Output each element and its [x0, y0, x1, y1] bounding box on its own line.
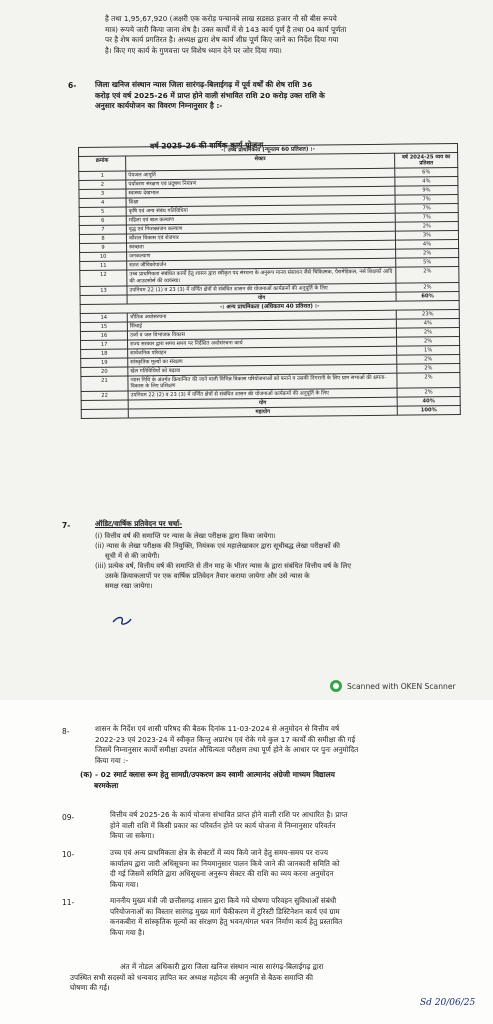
- high-total-value: 60%: [396, 291, 459, 301]
- item-11-line: किया गया है।: [110, 927, 145, 937]
- annual-plan-table: [78, 143, 461, 419]
- closing-paragraph: [70, 962, 475, 994]
- row-sector: महिला एवं बाल कल्याण: [126, 214, 395, 226]
- row-percent: 5%: [396, 258, 459, 268]
- item-10-text: [110, 848, 475, 890]
- row-serial: 18: [81, 349, 128, 358]
- row-serial: 4: [79, 198, 126, 207]
- item-6-line: जिला खनिज संस्थान न्यास जिला सारंगढ़-बिलाईगढ़ में पूर्व वर्षों की शेष राशि 36: [95, 80, 313, 89]
- other-total-value: 40%: [397, 397, 460, 407]
- item-8a-line: बरमकेला: [94, 780, 119, 790]
- row-percent: 7%: [395, 195, 458, 205]
- row-percent: 2%: [397, 388, 460, 398]
- row-percent: 2%: [397, 372, 460, 388]
- closing-line: अंत में नोडल अधिकारी द्वारा जिला खनिज संस्थान न्यास सारंगढ़-बिलाईगढ़ द्वारा: [120, 962, 324, 971]
- row-sector: उपनियम 22 (2) व 23 (3) में वर्णित क्षेत्रों से संबंधित शासन की योजनाओं कार्यक्रमों की अनुपूर्ति के लिए: [128, 388, 397, 400]
- row-serial: 16: [80, 331, 127, 340]
- item-6-text: [95, 80, 465, 112]
- row-serial: 15: [80, 322, 127, 331]
- item-11-text: [110, 896, 475, 938]
- row-percent: 23%: [396, 309, 459, 319]
- other-priority-rows: [80, 309, 460, 400]
- item-7-point: सूची में से की जायेगी।: [105, 552, 160, 560]
- other-total-label: योग: [128, 397, 397, 409]
- item-9-line: होने वाली राशि में किसी प्रकार का परिवर्तन होने पर कार्य योजना में निम्नानुसार परिवर्तन: [110, 820, 336, 830]
- item-6-line: अनुसार कार्ययोजन का विवरण निम्नानुसार है :-: [95, 101, 223, 110]
- row-sector: सांस्कृतिक मूल्यों का संरक्षण: [128, 355, 397, 367]
- item-9-text: [110, 810, 475, 842]
- row-serial: 12: [80, 270, 127, 286]
- col-header-serial: क्रमांक: [79, 156, 126, 172]
- item-8-line: किया गया :-: [95, 755, 129, 765]
- grand-total-label: महायोग: [128, 406, 397, 418]
- item-7-point: (i) वित्तीय वर्ष की समाप्ति पर न्यास के लेखा परीक्षक द्वारा किया जायेगा।: [95, 532, 276, 540]
- row-serial: 5: [79, 207, 126, 216]
- row-percent: 2%: [396, 327, 459, 337]
- row-serial: 9: [80, 243, 127, 252]
- row-sector: स्वास्थ्य देखभाल: [126, 187, 395, 199]
- handwritten-mark: [110, 612, 134, 628]
- row-serial: 11: [80, 261, 127, 270]
- high-priority-rows: [79, 168, 459, 295]
- item-7-number: 7-: [62, 521, 71, 530]
- item-6-line: करोड़ एवं वर्ष 2025-26 में प्राप्त होने वाली संभावित राशि 20 करोड़ उक्त राशि के: [95, 90, 325, 100]
- closing-line: घोषणा की गई।: [70, 983, 110, 992]
- high-total-label: योग: [127, 292, 396, 304]
- row-percent: 6%: [395, 168, 458, 178]
- intro-line: पर है शेष कार्य प्रगतिरत है। अध्यक्ष द्वारा शेष कार्य शीघ्र पूर्ण किए जाने का निर्देश दिया गया: [105, 35, 339, 44]
- row-sector: पेयजल आपूर्ति: [126, 169, 395, 181]
- row-serial: 20: [81, 367, 128, 376]
- intro-line: है। किए गए कार्य के गुणवत्ता पर विशेष ध्यान देने पर जोर दिया गया।: [105, 45, 282, 55]
- item-7-point: (ii) न्यास के लेखा परीक्षक की नियुक्ति, नियंत्रक एवं महालेखाकार द्वारा सूचीबद्ध लेखा परीक्षकों की: [95, 542, 340, 550]
- item-8-line: शासन के निर्देश एवं शासी परिषद की बैठक दिनांक 11-03-2024 से अनुमोदन से वित्तीय वर्ष: [95, 724, 340, 733]
- row-serial: 14: [80, 313, 127, 322]
- row-sector: पर्यावरण संरक्षण एवं प्रदूषण नियंत्रण: [126, 178, 395, 190]
- row-serial: 17: [81, 340, 128, 349]
- row-percent: 1%: [397, 345, 460, 355]
- item-8-number: 8-: [62, 727, 70, 736]
- row-sector: खेल गतिविधियों को बढ़ावा: [128, 364, 397, 376]
- item-6-number: 6-: [68, 81, 77, 90]
- total-cell-empty: [81, 409, 128, 418]
- scanned-page-2: [0, 700, 493, 1024]
- row-percent: 4%: [395, 177, 458, 187]
- row-sector: न्यास निधि के अंतर्गत क्रियान्वित की जाने वाली विभिन्न विकास परियोजनाओं को बनाने व उसकी निगरानी के लिए ग्राम सभाओं की क्षमता-विकास के लिए प्रशिक्षण: [128, 373, 397, 391]
- item-7-point: उसके क्रियाकलापों पर एक वार्षिक प्रतिवेदन तैयार कराया जायेगा और उसे न्यास के: [105, 572, 310, 580]
- row-serial: 2: [79, 180, 126, 189]
- row-sector: वृद्ध एवं निःशक्तजन कल्याण: [126, 223, 395, 235]
- row-percent: 2%: [396, 267, 459, 283]
- table-title: वर्ष 2025-26 की वार्षिक कार्य योजना: [149, 140, 264, 151]
- item-9-line: वित्तीय वर्ष 2025-26 के कार्य योजना संभावित प्राप्त होने वाली राशि पर आधारित है। प्राप्त: [110, 810, 348, 819]
- row-percent: 7%: [395, 213, 458, 223]
- row-sector: राज्य सरकार द्वारा समय समय पर निर्देशित अधोसंरचना कार्य: [128, 337, 397, 349]
- col-header-percent: वर्ष 2024-25 व्यय का प्रतिशत: [395, 153, 458, 169]
- intro-paragraph: [105, 14, 455, 56]
- row-serial: 22: [81, 391, 128, 400]
- item-8-line: 2022-23 एवं 2023-24 में स्वीकृत किन्तु अप्रारंभ एवं रोके गये कुल 17 कार्यों की समीक्षा की गई: [95, 734, 356, 744]
- row-percent: 2%: [395, 222, 458, 232]
- row-sector: उच्च प्राथमिकता संबंधित कार्यो हेतु शासन द्वारा स्वीकृत पद संरचना के अनुरूप मानव संसाधन जैसे चिकित्सक, पैरामेडिकल, नर्स शिक्षकों आदि की आउटसोर्स की व्यवस्था।: [127, 268, 396, 286]
- item-7-points: [95, 531, 465, 591]
- row-percent: 9%: [395, 186, 458, 196]
- item-8-line: जिसमें निम्नानुसार कार्यों समीक्षा उपरांत औचित्यता परीक्षण तथा पूर्ण होने के आधार पर पुनः अनुमोदित: [95, 745, 359, 754]
- row-sector: सार्वजनिक परिवहन: [128, 346, 397, 358]
- caption-high-priority: -: उच्च प्राथमिकता (न्यूनतम 60 प्रतिशत) :-: [79, 144, 458, 157]
- row-sector: कौशल विकास एवं रोजगार: [126, 232, 395, 244]
- row-serial: 7: [79, 225, 126, 234]
- row-serial: 8: [79, 234, 126, 243]
- row-percent: 2%: [396, 249, 459, 259]
- item-7-title: ऑडिट/वार्षिक प्रतिवेदन पर चर्चा-: [95, 519, 183, 528]
- item-10-line: कार्यालय द्वारा जारी अधिसूचना का नियमानुसार पालन किये जाने की जानकारी समिति को: [110, 858, 340, 868]
- intro-line: है तथा 1,95,67,920 (अक्षरी एक करोड़ पन्चानबे लाख सडसठ हजार नौ सौ बीस रूपये: [105, 14, 337, 23]
- item-9-line: किया जा सकेगा।: [110, 831, 155, 840]
- item-7-point: (iii) प्रत्येक वर्ष, वित्तीय वर्ष की समाप्ति से तीन माह के भीतर न्यास के द्वारा संबंधित वित्तीय वर्ष के लिए: [95, 562, 352, 570]
- row-percent: 2%: [397, 336, 460, 346]
- total-cell-empty: [81, 400, 128, 409]
- row-percent: 4%: [395, 240, 458, 250]
- item-11-number: 11-: [62, 898, 75, 907]
- item-7-point: समक्ष रखा जायेगा।: [105, 582, 153, 590]
- row-serial: 10: [80, 252, 127, 261]
- row-percent: 2%: [397, 363, 460, 373]
- col-header-sector: सेक्टर: [126, 153, 395, 171]
- item-9-number: 09-: [62, 813, 75, 822]
- handwritten-signature: Sd 20/06/25: [420, 998, 476, 1008]
- intro-line: मात्र) रूपये जारी किया जाना शेष है। उक्त कार्यों में से 143 कार्य पूर्ण है तथा 04 कार्य पूर्णता: [105, 24, 347, 34]
- row-serial: 19: [81, 358, 128, 367]
- row-sector: सतत जीविकोपार्जन: [127, 259, 396, 271]
- row-serial: 1: [79, 171, 126, 180]
- row-percent: 7%: [395, 204, 458, 214]
- row-percent: 3%: [395, 231, 458, 241]
- row-percent: 4%: [396, 318, 459, 328]
- item-10-line: किया गया।: [110, 879, 139, 889]
- row-sector: स्वच्छता: [127, 241, 396, 253]
- item-8-text: [95, 724, 475, 766]
- row-sector: सिंचाई: [127, 319, 396, 331]
- row-sector: कृषि एवं अन्य संबंध गतिविधियां: [126, 205, 395, 217]
- item-10-line: दी गई जिसमें समिति द्वारा अधिसूचना अनुरूप सेक्टर की राशि का व्यय करना अनुमोदन: [110, 869, 334, 878]
- item-8a-line: (क) - 02 स्मार्ट क्लास रूम हेतु सामग्री/उपकरण क्रय स्वामी आत्मानंद अंग्रेजी माध्यम विद्यालय: [80, 770, 335, 779]
- row-serial: 6: [79, 216, 126, 225]
- item-10-number: 10-: [62, 850, 75, 859]
- row-sector: भौतिक अधोसंरचना: [127, 310, 396, 322]
- total-cell-empty: [80, 295, 127, 304]
- item-11-line: कनकबीरा में सांस्कृतिक मूल्यों का संरक्षण हेतु भवन/मंगल भवन निर्माण कार्य हेतु प्रस्तावित: [110, 917, 343, 926]
- item-11-line: माननीय मुख्य मंत्री जी छत्तीसगढ़ शासन द्वारा किये गये घोषणा परिवहन सुविधाओं संबंधी: [110, 896, 337, 905]
- row-percent: 2%: [397, 354, 460, 364]
- scanner-watermark-text: Scanned with OKEN Scanner: [347, 681, 456, 691]
- item-11-line: परियोजनाओं का विस्तार सारंगढ़ मुख्य मार्ग चैकीकरण में टुरिस्टी डिस्टिनेशन कार्य एवं ग्राम: [110, 906, 340, 916]
- row-serial: 13: [80, 286, 127, 295]
- row-sector: उपनियम 22 (1) व 23 (3) में वर्णित क्षेत्रों से संबंधित शासन की योजनाओं कार्यक्रमों की अनुपूर्ति के लिए: [127, 283, 396, 295]
- row-sector: उर्जा व जल विभाजक विकास: [127, 328, 396, 340]
- row-serial: 21: [81, 376, 128, 392]
- row-sector: जनकल्याण: [127, 250, 396, 262]
- row-sector: शिक्षा: [126, 196, 395, 208]
- row-percent: 2%: [396, 282, 459, 292]
- grand-total-value: 100%: [397, 406, 460, 416]
- row-serial: 3: [79, 189, 126, 198]
- item-10-line: उच्च एवं अन्य प्राथमिकता क्षेत्र के सेक्टरों में व्यय किये जाने हेतु समय-समय पर राज्य: [110, 848, 329, 857]
- item-8a-text: [80, 770, 475, 791]
- closing-line: उपस्थित सभी सदस्यों को धन्यवाद ज्ञापित कर अध्यक्ष महोदय की अनुमति से बैठक समाप्ति की: [70, 972, 314, 982]
- scanner-watermark: [330, 680, 456, 692]
- caption-other-priority: -: अन्य प्राथमिकता (अधिकतम 40 प्रतिशत) :-: [80, 300, 459, 313]
- oken-scanner-logo-icon: [330, 680, 342, 692]
